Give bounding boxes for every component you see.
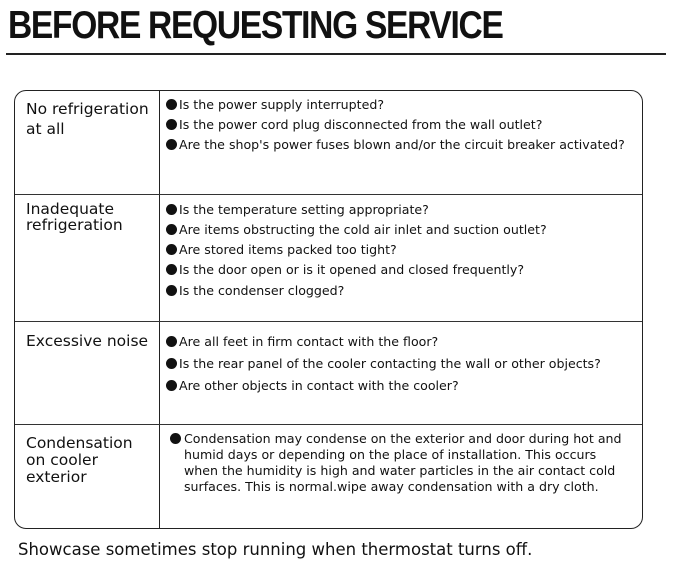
bullet-icon [166,139,177,150]
check-text: Are all feet in firm contact with the floor? [179,334,439,349]
bullet-icon [166,244,177,255]
symptom-label [26,435,156,486]
title-rule [6,53,666,55]
bullet-icon [166,119,177,130]
check-list [165,202,636,298]
symptom-line: Condensation [26,434,133,452]
check-item [165,283,636,298]
symptom-line: Excessive noise [26,332,149,350]
bullet-icon [166,224,177,235]
check-list [165,431,636,495]
symptom-line: exterior [26,468,87,486]
table-row-no-refrigeration [15,91,642,194]
check-item [165,222,636,237]
symptom-label [26,201,156,233]
check-text: Are stored items packed too tight? [179,242,397,257]
troubleshooting-table [14,90,643,529]
check-item [165,137,636,152]
bullet-icon [166,204,177,215]
table-row-inadequate-refrigeration [15,194,642,321]
check-list [165,97,636,152]
check-text: Is the rear panel of the cooler contacting the wall or other objects? [179,356,601,371]
symptom-label [26,100,156,138]
check-item [165,378,636,393]
symptom-line: refrigeration [26,216,123,234]
page-title: BEFORE REQUESTING SERVICE [8,4,503,47]
bullet-icon [166,285,177,296]
check-item [165,356,636,371]
check-item [165,202,636,217]
check-item [165,431,636,495]
symptom-line: No refrigeration [26,100,149,118]
table-row-excessive-noise [15,321,642,424]
check-list [165,334,636,393]
table-row-condensation [15,424,642,529]
check-text: Is the power cord plug disconnected from the wall outlet? [179,117,543,132]
check-item [165,97,636,112]
check-text: Is the door open or is it opened and closed frequently? [179,262,525,277]
check-text: Is the condenser clogged? [179,283,345,298]
check-item [165,242,636,257]
check-item [165,334,636,349]
bullet-icon [166,380,177,391]
check-text: Is the temperature setting appropriate? [179,202,429,217]
check-text: Is the power supply interrupted? [179,97,385,112]
footer-note: Showcase sometimes stop running when thermostat turns off. [18,540,533,559]
bullet-icon [166,99,177,110]
check-item [165,262,636,277]
bullet-icon [166,264,177,275]
symptom-line: at all [26,120,65,138]
symptom-label [26,332,156,350]
check-text: Are other objects in contact with the cooler? [179,378,459,393]
symptom-line: on cooler [26,451,98,469]
bullet-icon [166,358,177,369]
bullet-icon [170,433,181,444]
check-item [165,117,636,132]
symptom-line: Inadequate [26,200,115,218]
check-text: Are items obstructing the cold air inlet and suction outlet? [179,222,547,237]
check-text: Are the shop's power fuses blown and/or the circuit breaker activated? [179,137,625,152]
check-text: Condensation may condense on the exterior and door during hot and humid days or depending on the place of installation. This occurs when the humidity is high and water particles in the air contact cold surfaces. This is normal.wipe away condensation with a dry cloth. [184,431,622,494]
bullet-icon [166,336,177,347]
